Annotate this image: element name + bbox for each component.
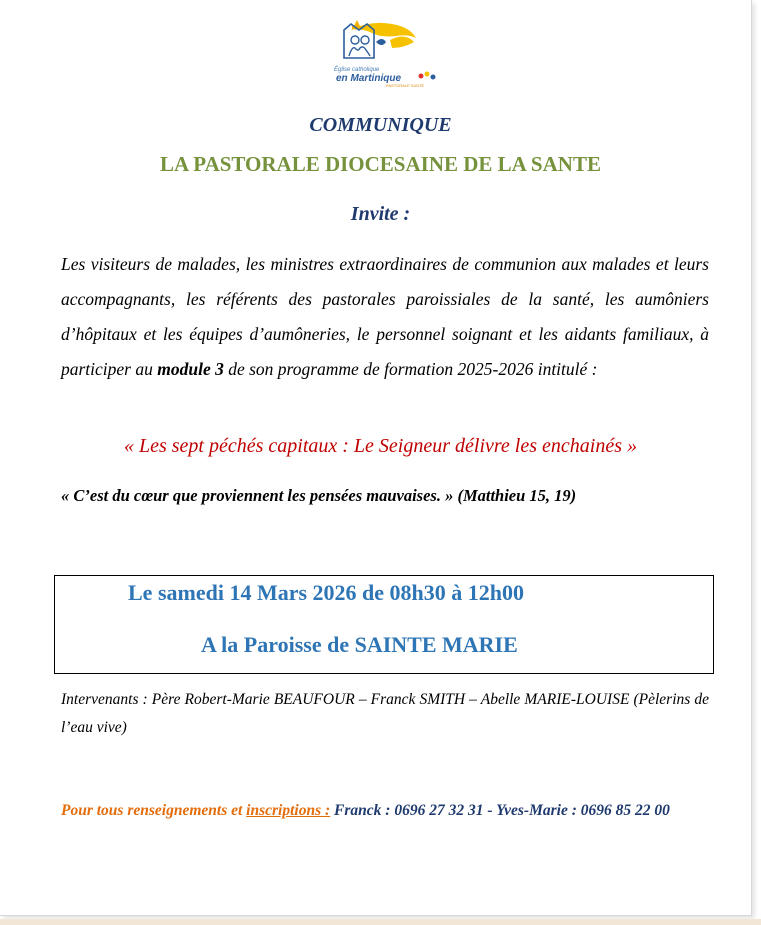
bible-verse: « C’est du cœur que proviennent les pensées mauvaises. » (Matthieu 15, 19) [61,486,577,505]
module-text: module 3 [157,359,224,379]
formation-title: « Les sept péchés capitaux : Le Seigneur délivre les enchainés » [123,435,637,457]
invite-heading: Invite : [350,203,411,225]
event-box [54,575,714,674]
page-bottom-strip [0,919,761,925]
communique-heading: COMMUNIQUE [309,114,452,136]
logo-line-1: Église catholique [334,67,380,73]
church-logo [330,18,442,86]
contact-label-start: Pour tous renseignements et [61,802,243,819]
speakers-text: Intervenants : Père Robert-Marie BEAUFOUR – Franck SMITH – Abelle MARIE-LOUISE (Pèlerins de l’eau vive) [61,691,709,736]
event-date: Le samedi 14 Mars 2026 de 08h30 à 12h00 [128,580,524,605]
event-place: A la Paroisse de SAINTE MARIE [201,632,518,657]
pastorale-heading: LA PASTORALE DIOCESAINE DE LA SANTE [160,152,601,176]
contact-info [61,796,709,826]
invitation-paragraph [61,247,709,387]
church-logo-icon [330,18,442,68]
intro-text: Les visiteurs de malades, les ministres extraordinaires de communion aux malades et leurs accompagnants, les référents des pastorales paroissiales de la santé, les aumôniers d’hôpitaux et les équipes d’aumôneries, le personnel soignant et les aidants familiaux, à participer au [61,254,709,379]
logo-line-2: en Martinique [336,73,402,84]
outro-text: de son programme de formation 2025-2026 intitulé : [228,359,598,379]
contact-details: Franck : 0696 27 32 31 - Yves-Marie : 0696 85 22 00 [334,802,670,819]
logo-line-3: PASTORALE SANTÉ [386,83,425,88]
colored-dots-icon [418,70,438,82]
inscriptions-link[interactable]: inscriptions : [246,802,331,819]
contact-label [61,802,330,819]
